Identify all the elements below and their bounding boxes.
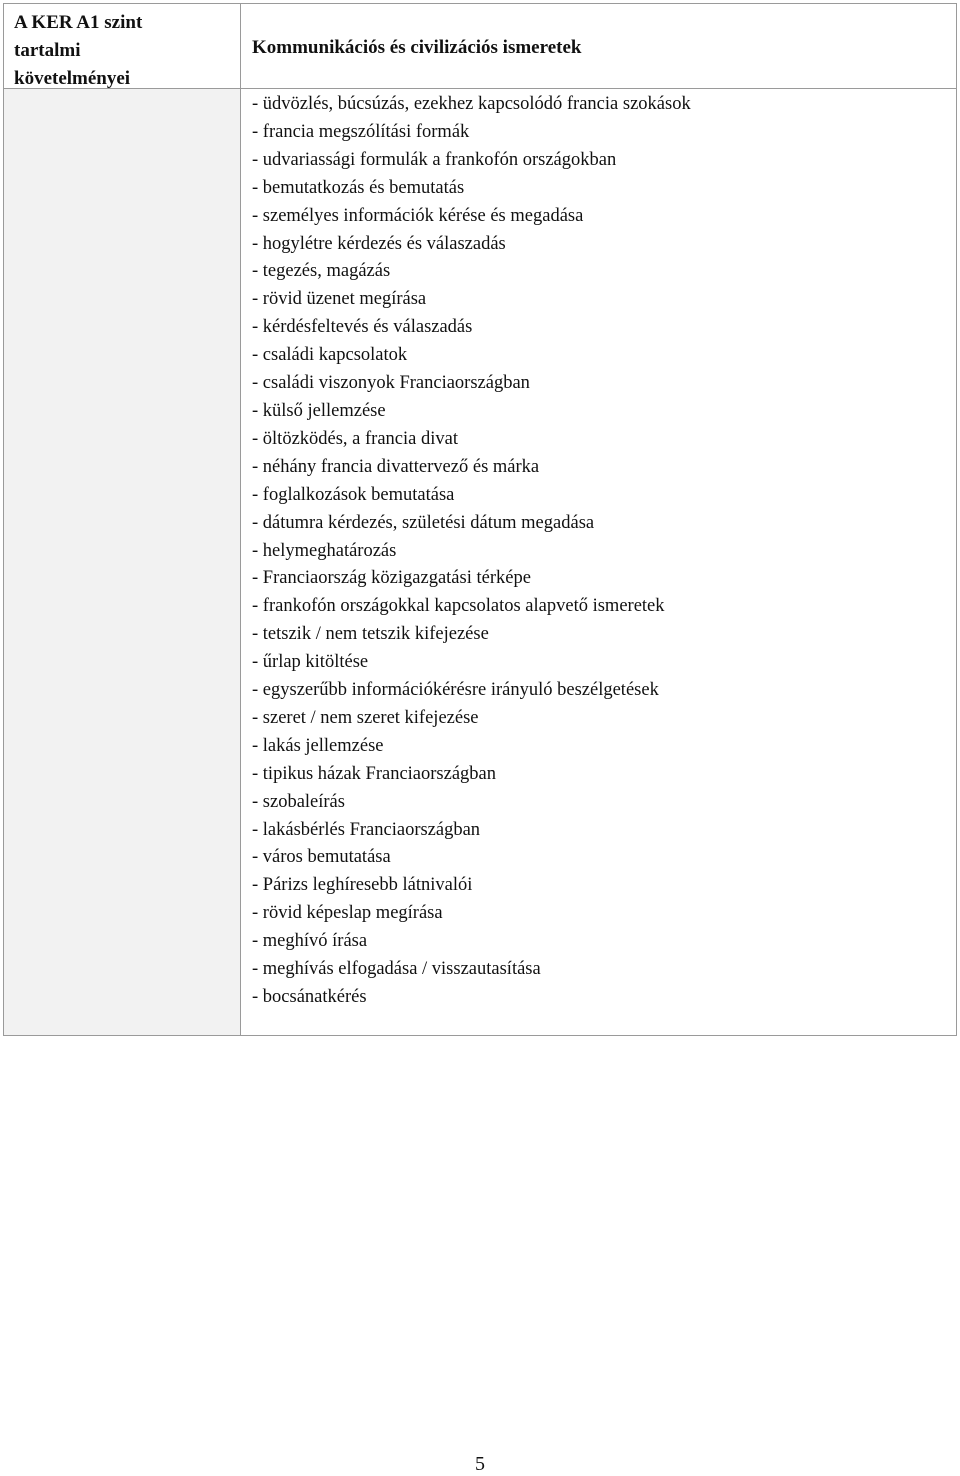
list-item: - Franciaország közigazgatási térképe — [252, 568, 531, 589]
left-header-line: A KER A1 szint — [14, 12, 143, 33]
page-number: 5 — [475, 1453, 485, 1475]
requirements-table — [3, 3, 957, 1036]
list-item: - meghívás elfogadása / visszautasítása — [252, 959, 541, 980]
list-item: - frankofón országokkal kapcsolatos alapvető ismeretek — [252, 596, 665, 617]
list-item: - rövid képeslap megírása — [252, 903, 443, 924]
right-body-cell — [241, 89, 956, 1035]
list-item: - szeret / nem szeret kifejezése — [252, 707, 479, 728]
left-header-line: követelményei — [14, 68, 131, 89]
list-item: - bocsánatkérés — [252, 987, 367, 1007]
list-item: - néhány francia divattervező és márka — [252, 456, 540, 477]
left-header-line: tartalmi — [14, 40, 81, 61]
left-column — [4, 4, 241, 1035]
list-item: - város bemutatása — [252, 847, 391, 868]
left-header-cell — [4, 4, 240, 89]
content-list — [252, 91, 956, 1012]
list-item: - üdvözlés, búcsúzás, ezekhez kapcsolódó francia szokások — [252, 94, 691, 114]
list-item: - bemutatkozás és bemutatás — [252, 177, 465, 198]
list-item: - családi kapcsolatok — [252, 345, 408, 366]
list-item: - tetszik / nem tetszik kifejezése — [252, 624, 489, 645]
list-item: - dátumra kérdezés, születési dátum megadása — [252, 512, 595, 533]
list-item: - szobaleírás — [252, 791, 345, 812]
list-item: - udvariassági formulák a frankofón országokban — [252, 149, 617, 170]
list-item: - Párizs leghíresebb látnivalói — [252, 875, 473, 896]
list-item: - rövid üzenet megírása — [252, 289, 427, 310]
list-item: - meghívó írása — [252, 931, 368, 952]
list-item: - családi viszonyok Franciaországban — [252, 373, 530, 394]
list-item: - lakásbérlés Franciaországban — [252, 819, 481, 840]
list-item: - foglalkozások bemutatása — [252, 484, 455, 505]
list-item: - helymeghatározás — [252, 540, 397, 561]
right-header-cell — [241, 4, 956, 89]
left-body-cell — [4, 89, 240, 1035]
list-item: - kérdésfeltevés és válaszadás — [252, 317, 473, 338]
list-item: - francia megszólítási formák — [252, 121, 470, 142]
list-item: - öltözködés, a francia divat — [252, 428, 458, 449]
list-item: - külső jellemzése — [252, 400, 386, 421]
list-item: - személyes információk kérése és megadása — [252, 205, 584, 226]
list-item: - lakás jellemzése — [252, 735, 384, 756]
section-title: Kommunikációs és civilizációs ismeretek — [252, 37, 582, 58]
list-item: - tipikus házak Franciaországban — [252, 763, 497, 784]
list-item: - tegezés, magázás — [252, 261, 391, 282]
list-item: - egyszerűbb információkérésre irányuló beszélgetések — [252, 680, 659, 701]
list-item: - hogylétre kérdezés és válaszadás — [252, 233, 506, 254]
list-item: - űrlap kitöltése — [252, 652, 369, 673]
